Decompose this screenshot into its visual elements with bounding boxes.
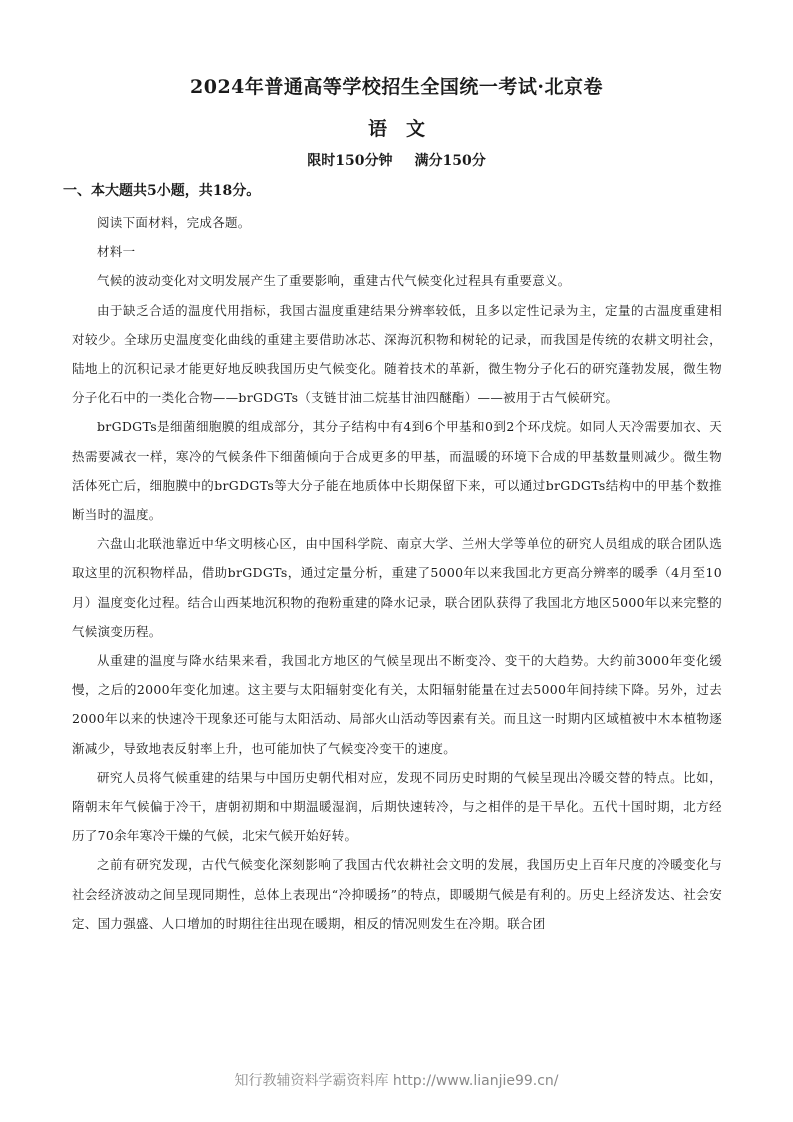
subject-label: 语 文 — [367, 118, 425, 140]
time-limit: 限时150分钟 — [307, 153, 393, 169]
paragraph: 从重建的温度与降水结果来看，我国北方地区的气候呈现出不断变冷、变干的大趋势。大约前3000年变化缓慢，之后的2000年变化加速。这主要与太阳辐射变化有关，太阳辐射能量在过去5000年间持续下降。另外，过去2000年以来的快速冷干现象还可能与太阳活动、局部火山活动等因素有关。而且这一时期内区域植被中木本植物逐渐减少，导致地表反射率上升，也可能加快了气候变冷变干的速度。 — [72, 653, 722, 756]
reading-material — [72, 208, 722, 938]
paragraph: 气候的波动变化对文明发展产生了重要影响，重建古代气候变化过程具有重要意义。 — [97, 273, 571, 289]
paragraph: 研究人员将气候重建的结果与中国历史朝代相对应，发现不同历史时期的气候呈现出冷暖交替的特点。比如，隋朝末年气候偏于冷干，唐朝初期和中期温暖湿润，后期快速转冷，与之相伴的是干旱化。五代十国时期，北方经历了70余年寒冷干燥的气候，北宋气候开始好转。 — [72, 769, 722, 844]
exam-title: 2024年普通高等学校招生全国统一考试·北京卷 — [190, 76, 603, 98]
paragraph: 之前有研究发现，古代气候变化深刻影响了我国古代农耕社会文明的发展，我国历史上百年尺度的冷暖变化与社会经济波动之间呈现同期性，总体上表现出“冷抑暖扬”的特点，即暖期气候是有利的。历史上经济发达、社会安定、国力强盛、人口增加的时期往往出现在暖期，相反的情况则发生在冷期。联合团 — [72, 857, 722, 931]
paragraph: 由于缺乏合适的温度代用指标，我国古温度重建结果分辨率较低，且多以定性记录为主，定量的古温度重建相对较少。全球历史温度变化曲线的重建主要借助冰芯、深海沉积物和树轮的记录，而我国是传统的农耕文明社会，陆地上的沉积记录才能更好地反映我国历史气候变化。随着技术的革新，微生物分子化石的研究蓬勃发展，微生物分子化石中的一类化合物——brGDGTs（支链甘油二烷基甘油四醚酯）——被用于古气候研究。 — [72, 302, 722, 406]
paragraph: brGDGTs是细菌细胞膜的组成部分，其分子结构中有4到6个甲基和0到2个环戊烷。如同人天冷需要加衣、天热需要减衣一样，寒冷的气候条件下细菌倾向于合成更多的甲基，而温暖的环境下合成的甲基数量则减少。微生物活体死亡后，细胞膜中的brGDGTs等大分子能在地质体中长期保留下来，可以通过brGDGTs结构中的甲基个数推断当时的温度。 — [72, 419, 722, 523]
subject-title — [0, 114, 793, 141]
exam-timing — [0, 150, 793, 170]
footer-watermark: 知行教辅资料学霸资料库 http://www.lianjie99.cn/ — [234, 1073, 559, 1089]
section-heading: 一、本大题共5小题，共18分。 — [63, 183, 261, 199]
paragraph: 六盘山北联池靠近中华文明核心区，由中国科学院、南京大学、兰州大学等单位的研究人员组成的联合团队选取这里的沉积物样品，借助brGDGTs，通过定量分析，重建了5000年以来我国北方更高分辨率的暖季（4月至10月）温度变化过程。结合山西某地沉积物的孢粉重建的降水记录，联合团队获得了我国北方地区5000年以来完整的气候演变历程。 — [72, 536, 722, 639]
full-score: 满分150分 — [414, 153, 486, 169]
instruction-paragraph: 阅读下面材料，完成各题。 — [97, 215, 251, 230]
material-label: 材料一 — [97, 244, 136, 260]
